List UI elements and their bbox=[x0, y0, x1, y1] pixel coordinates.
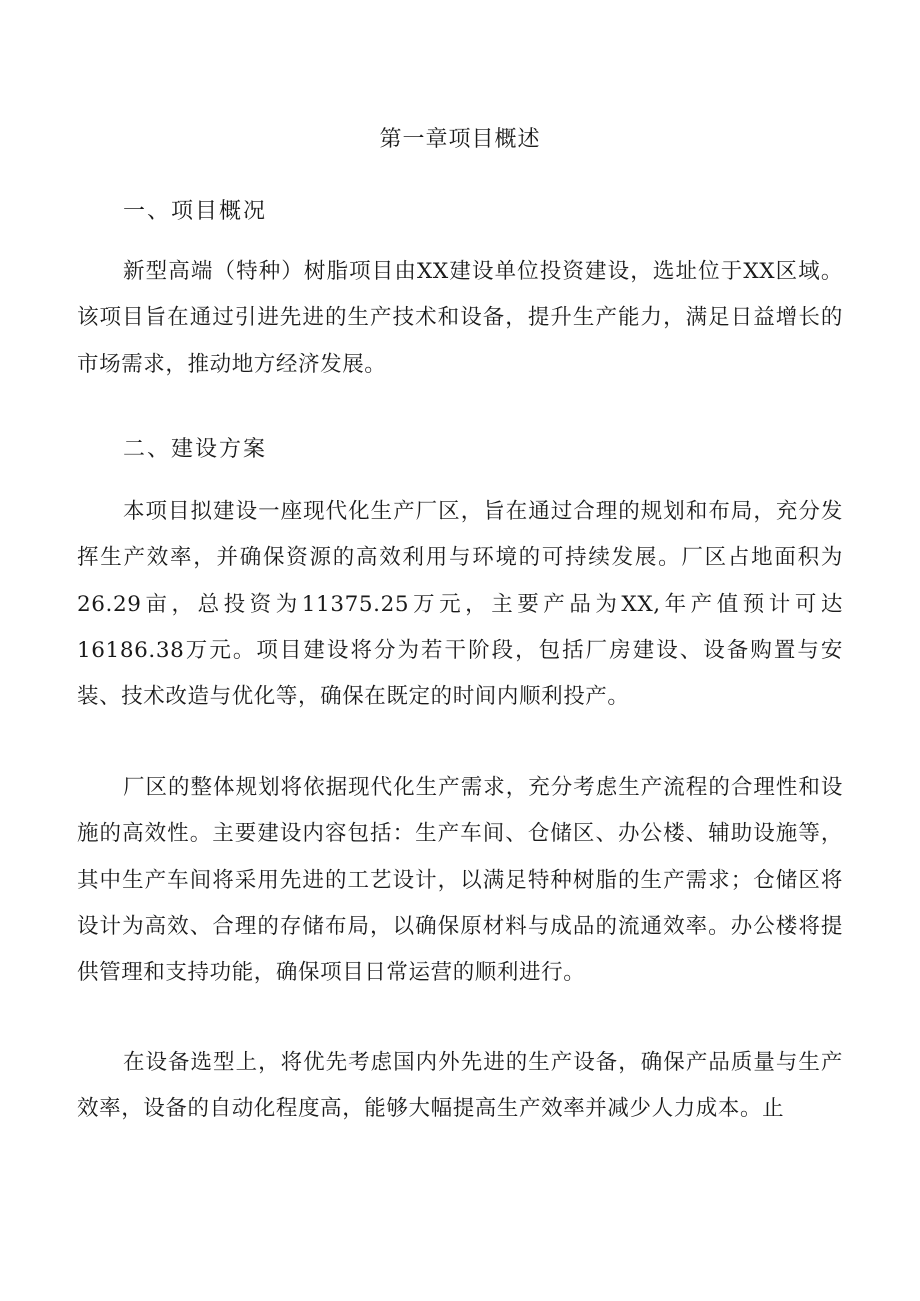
section-heading-construction-plan: 二、建设方案 bbox=[123, 437, 268, 462]
paragraph-construction-2: 厂区的整体规划将依据现代化生产需求，充分考虑生产流程的合理性和设施的高效性。主要建设内容包括：生产车间、仓储区、办公楼、辅助设施等，其中生产车间将采用先进的工艺设计，以满足特种树脂的生产需求；仓储区将设计为高效、合理的存储布局，以确保原材料与成品的流通效率。办公楼将提供管理和支持功能，确保项目日常运营的顺利进行。 bbox=[77, 775, 843, 986]
section-heading-overview: 一、项目概况 bbox=[123, 199, 268, 224]
paragraph-construction-1: 本项目拟建设一座现代化生产厂区，旨在通过合理的规划和布局，充分发挥生产效率，并确保资源的高效利用与环境的可持续发展。厂区占地面积为26.29亩，总投资为11375.25万元，主要产品为XX,年产值预计可达16186.38万元。项目建设将分为若干阶段，包括厂房建设、设备购置与安装、技术改造与优化等，确保在既定的时间内顺利投产。 bbox=[77, 499, 843, 710]
chapter-title: 第一章项目概述 bbox=[379, 127, 541, 152]
paragraph-construction-3: 在设备选型上，将优先考虑国内外先进的生产设备，确保产品质量与生产效率，设备的自动化程度高，能够大幅提高生产效率并减少人力成本。止 bbox=[77, 1050, 843, 1122]
paragraph-overview: 新型高端（特种）树脂项目由XX建设单位投资建设，选址位于XX区域。该项目旨在通过引进先进的生产技术和设备，提升生产能力，满足日益增长的市场需求，推动地方经济发展。 bbox=[77, 259, 843, 377]
